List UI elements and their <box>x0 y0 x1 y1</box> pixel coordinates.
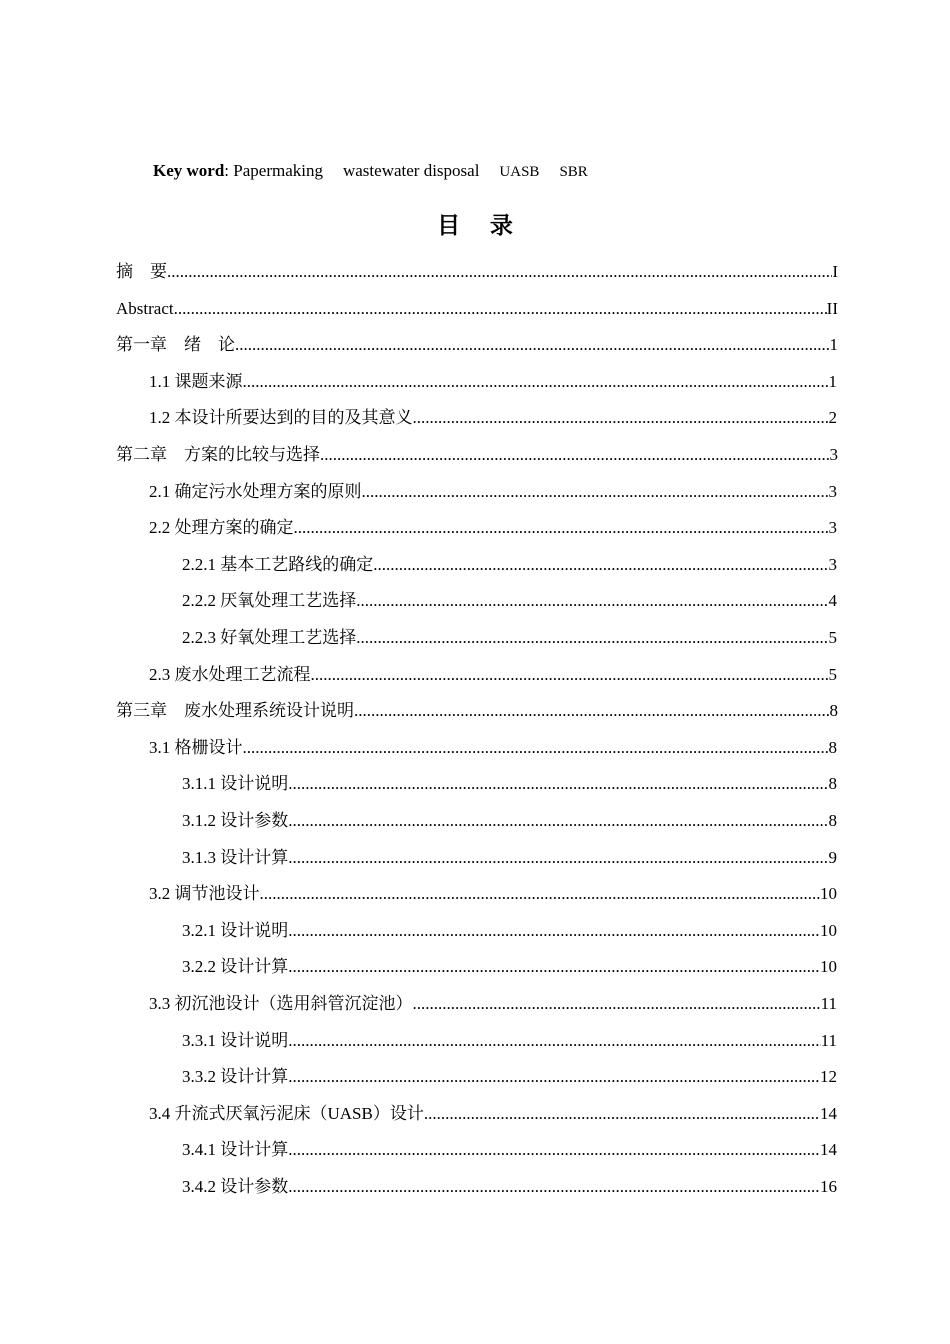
toc-entry-page: 5 <box>828 628 837 647</box>
toc-entry[interactable] <box>182 1023 837 1059</box>
toc-entry-label: 3.4.1 设计计算 <box>182 1140 289 1160</box>
toc-dot-leader <box>260 876 821 912</box>
toc-entry-label: 3.1.2 设计参数 <box>182 811 289 830</box>
toc-dot-leader <box>362 474 829 510</box>
toc-entry-label: 3.1.3 设计计算 <box>182 847 289 867</box>
toc-entry-label: 1.2 本设计所要达到的目的及其意义 <box>149 408 413 428</box>
keywords-separator: : <box>224 161 234 180</box>
toc-dot-leader <box>288 1023 820 1059</box>
toc-entry-page: 4 <box>828 591 837 611</box>
toc-entry-label: 3.2.1 设计说明 <box>182 920 289 940</box>
toc-entry-label: 3.1.1 设计说明 <box>182 774 289 794</box>
toc-entry[interactable] <box>182 803 837 839</box>
toc-entry-label: Abstract <box>116 298 174 318</box>
toc-entry-page: II <box>826 298 838 318</box>
toc-dot-leader <box>243 730 829 766</box>
toc-entry-page: 10 <box>820 957 837 977</box>
keyword-term: UASB <box>499 164 540 180</box>
toc-entry-label: 1.1 课题来源 <box>149 371 243 391</box>
toc-entry-label: 摘 要 <box>116 262 167 281</box>
toc-entry-page: 9 <box>828 847 837 867</box>
toc-entry-page: 14 <box>820 1140 837 1160</box>
toc-dot-leader <box>354 693 830 729</box>
toc-entry[interactable] <box>182 1169 837 1205</box>
toc-entry-page: 11 <box>820 1030 837 1050</box>
toc-entry-label: 2.2 处理方案的确定 <box>149 518 294 538</box>
keyword-term: SBR <box>559 164 588 180</box>
toc-entry[interactable] <box>149 876 837 912</box>
toc-entry-label: 3.4 升流式厌氧污泥床（UASB）设计 <box>149 1103 424 1123</box>
toc-entry[interactable] <box>182 840 837 876</box>
toc-entry[interactable] <box>182 547 837 583</box>
toc-entry[interactable] <box>149 474 837 510</box>
toc-entry-page: 16 <box>820 1177 837 1196</box>
toc-entry[interactable] <box>182 913 837 949</box>
toc-dot-leader <box>356 620 828 656</box>
toc-dot-leader <box>288 1059 820 1095</box>
toc-entry-label: 3.1 格栅设计 <box>149 737 243 757</box>
toc-entry-page: 8 <box>828 811 837 830</box>
toc-entry[interactable] <box>149 400 837 436</box>
toc-entry[interactable] <box>182 766 837 802</box>
toc-entry[interactable] <box>182 1059 837 1095</box>
toc-entry[interactable] <box>182 583 837 619</box>
toc-entry[interactable] <box>116 437 838 473</box>
toc-entry-page: 8 <box>828 774 837 794</box>
keywords-label: Key word <box>153 161 225 180</box>
toc-entry-label: 2.3 废水处理工艺流程 <box>149 664 311 684</box>
toc-dot-leader <box>356 583 828 619</box>
toc-entry[interactable] <box>116 327 838 363</box>
toc-entry-page: 3 <box>828 518 837 538</box>
toc-entry-label: 3.2.2 设计计算 <box>182 957 289 977</box>
toc-entry-label: 3.4.2 设计参数 <box>182 1177 289 1196</box>
toc-dot-leader <box>288 766 828 802</box>
toc-entry-page: 1 <box>828 371 837 391</box>
toc-entry-page: 3 <box>828 481 837 501</box>
toc-dot-leader <box>288 1132 820 1168</box>
toc-entry[interactable] <box>149 364 837 400</box>
toc-entry-page: 3 <box>829 445 838 464</box>
toc-entry-page: 1 <box>829 335 838 355</box>
toc-dot-leader <box>373 547 828 583</box>
toc-dot-leader <box>243 364 829 400</box>
toc-dot-leader <box>288 1169 820 1205</box>
toc-entry[interactable] <box>149 1096 837 1132</box>
toc-entry[interactable] <box>149 730 837 766</box>
toc-dot-leader <box>424 1096 820 1132</box>
keyword-term: wastewater disposal <box>342 161 480 180</box>
toc-dot-leader <box>288 949 820 985</box>
toc-entry-page: 5 <box>828 664 837 684</box>
toc-entry-label: 3.3.2 设计计算 <box>182 1067 289 1087</box>
toc-entry-label: 2.2.1 基本工艺路线的确定 <box>182 554 374 574</box>
toc-entry-page: 10 <box>820 920 837 940</box>
toc-entry-label: 2.2.3 好氧处理工艺选择 <box>182 628 357 647</box>
toc-entry-label: 3.3 初沉池设计（选用斜管沉淀池） <box>149 994 413 1013</box>
toc-entry-page: 10 <box>820 884 837 904</box>
toc-entry[interactable] <box>182 1132 837 1168</box>
toc-dot-leader <box>288 840 828 876</box>
toc-entry-label: 第二章 方案的比较与选择 <box>116 445 320 464</box>
toc-dot-leader <box>294 510 829 546</box>
toc-dot-leader <box>174 291 827 327</box>
toc-entry[interactable] <box>182 949 837 985</box>
toc-entry-page: 8 <box>829 701 838 721</box>
toc-entry-label: 2.2.2 厌氧处理工艺选择 <box>182 591 357 611</box>
toc-dot-leader <box>413 986 821 1022</box>
toc-entry[interactable] <box>116 254 838 290</box>
toc-entry[interactable] <box>149 657 837 693</box>
toc-dot-leader <box>288 803 828 839</box>
toc-entry[interactable] <box>116 693 838 729</box>
toc-entry-page: 3 <box>828 554 837 574</box>
toc-entry-page: I <box>832 262 838 281</box>
toc-entry-page: 14 <box>820 1103 837 1123</box>
toc-dot-leader <box>311 657 829 693</box>
toc-dot-leader <box>167 254 832 290</box>
toc-dot-leader <box>235 327 830 363</box>
toc-entry[interactable] <box>116 291 838 327</box>
toc-entry-page: 2 <box>828 408 837 428</box>
toc-entry[interactable] <box>182 620 837 656</box>
keyword-term: Papermaking <box>233 161 323 180</box>
toc-title: 目 录 <box>437 213 525 238</box>
toc-entry[interactable] <box>149 986 837 1022</box>
toc-entry-label: 2.1 确定污水处理方案的原则 <box>149 481 362 501</box>
toc-dot-leader <box>413 400 829 436</box>
toc-entry-label: 3.2 调节池设计 <box>149 884 260 904</box>
toc-entry-page: 12 <box>820 1067 837 1087</box>
toc-dot-leader <box>288 913 820 949</box>
toc-entry-label: 第一章 绪 论 <box>116 335 235 355</box>
toc-entry-label: 第三章 废水处理系统设计说明 <box>116 701 354 721</box>
toc-dot-leader <box>320 437 830 473</box>
toc-entry-label: 3.3.1 设计说明 <box>182 1030 289 1050</box>
toc-entry[interactable] <box>149 510 837 546</box>
toc-entry-page: 8 <box>828 737 837 757</box>
toc-entry-page: 11 <box>820 994 837 1013</box>
keywords-line <box>153 161 608 181</box>
